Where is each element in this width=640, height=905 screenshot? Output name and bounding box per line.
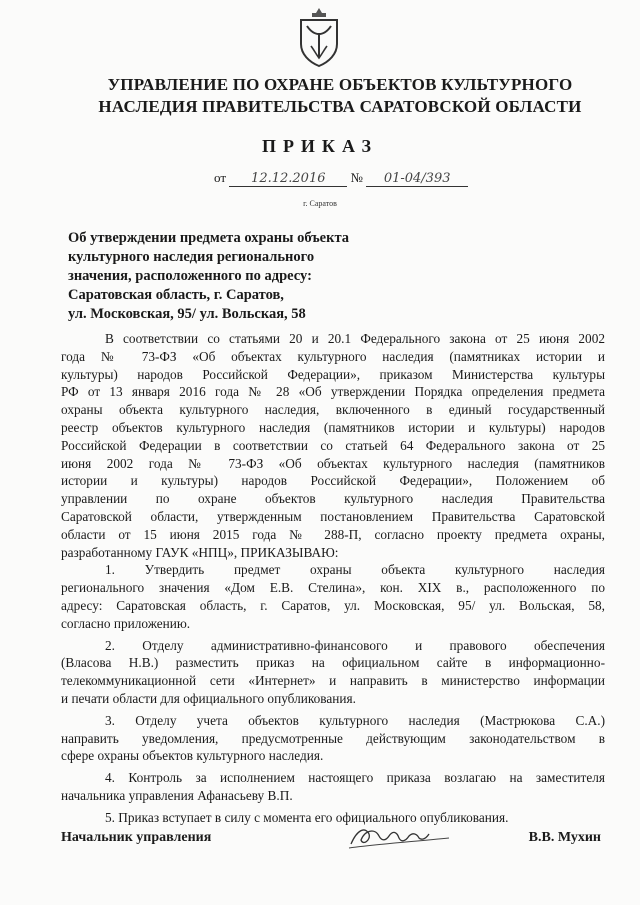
signatory-role: Начальник управления — [61, 830, 212, 845]
preamble-line: РФ от 13 января 2016 года № 28 «Об утверждении Порядка определения предмета — [61, 384, 605, 400]
item-1-line: согласно приложению. — [61, 615, 191, 631]
preamble-line: управлении по охране объектов культурного наследия Правительства — [61, 491, 605, 507]
item-1-line: адресу: Саратовская область, г. Саратов, ул. Московская, 95/ ул. Вольская, 58, — [61, 597, 605, 613]
subject-line: культурного наследия регионального — [68, 249, 315, 265]
organization-name — [40, 74, 640, 118]
preamble-line: Саратовской области, утвержденным постановлением Правительства Саратовской — [61, 508, 605, 524]
coat-of-arms-icon — [297, 6, 341, 68]
subject-line: Саратовская область, г. Саратов, — [68, 287, 284, 303]
preamble-line: истории и культуры) народов Российской Федерации», Положением об — [61, 473, 605, 489]
number-label: № — [350, 170, 363, 185]
signatory-name: В.В. Мухин — [528, 830, 601, 845]
item-3-line: 3. Отделу учета объектов культурного наследия (Мастрюкова С.А.) — [105, 712, 605, 728]
item-2-line: (Власова Н.В.) разместить приказ на официальном сайте в информационно- — [61, 655, 605, 671]
handwritten-signature-icon — [345, 818, 455, 858]
preamble-line: реестр объектов культурного наследия (памятников истории и культуры) народов — [61, 419, 605, 435]
signature-block — [61, 826, 601, 866]
item-1-line: регионального значения «Дом Е.В. Стелина», кон. XIX в., расположенного по — [61, 580, 605, 596]
preamble-line: разработанному ГАУК «НПЦ», ПРИКАЗЫВАЮ: — [61, 544, 339, 560]
preamble-line: года № 73-ФЗ «Об объектах культурного наследия (памятниках истории и — [61, 348, 605, 364]
organization-name-line-1: УПРАВЛЕНИЕ ПО ОХРАНЕ ОБЪЕКТОВ КУЛЬТУРНОГО — [107, 75, 573, 94]
organization-name-line-2: НАСЛЕДИЯ ПРАВИТЕЛЬСТВА САРАТОВСКОЙ ОБЛАСТИ — [98, 97, 582, 116]
city-label: г. Саратов — [303, 199, 337, 208]
order-date-handwritten: 12.12.2016 — [229, 171, 347, 187]
subject-line: Об утверждении предмета охраны объекта — [68, 230, 350, 246]
document-type-title: ПРИКАЗ — [261, 136, 379, 156]
item-2-line: телекоммуникационной сети «Интернет» и направить в министерство информации — [61, 673, 605, 689]
from-label: от — [214, 170, 227, 185]
order-number-handwritten: 01-04/393 — [366, 171, 468, 187]
item-3-line: направить уведомления, предусмотренные действующим законодательством в — [61, 730, 605, 746]
subject-line: значения, расположенного по адресу: — [68, 268, 312, 284]
preamble-line: охраны объекта культурного наследия, включенного в единый государственный — [61, 402, 605, 418]
item-3-line: сфере охраны объектов культурного наследия. — [61, 748, 324, 764]
order-body — [61, 330, 605, 827]
item-1-line: 1. Утвердить предмет охраны объекта культурного наследия — [105, 562, 605, 578]
order-subject — [68, 229, 398, 324]
preamble-line: В соответствии со статьями 20 и 20.1 Федерального закона от 25 июня 2002 — [105, 331, 605, 346]
item-4-line: 4. Контроль за исполнением настоящего приказа возлагаю на заместителя — [105, 770, 605, 786]
preamble-line: области от 15 июня 2015 года № 288-П, согласно проекту предмета охраны, — [61, 526, 605, 542]
preamble-line: культуры) народов Российской Федерации», приказом Министерства культуры — [61, 366, 605, 382]
subject-line: ул. Московская, 95/ ул. Вольская, 58 — [68, 306, 306, 322]
order-date-number-line — [214, 170, 468, 187]
preamble-line: Российской Федерации в соответствии со статьей 64 Федерального закона от 25 — [61, 437, 605, 453]
item-2-line: и печати области для официального опубликования. — [61, 690, 356, 706]
item-2-line: 2. Отделу административно-финансового и правового обеспечения — [105, 637, 605, 653]
item-4-line: начальника управления Афанасьеву В.П. — [61, 787, 293, 803]
item-5-line: 5. Приказ вступает в силу с момента его официального опубликования. — [105, 809, 509, 825]
preamble-line: июня 2002 года № 73-ФЗ «Об объектах культурного наследия (памятников — [61, 455, 605, 471]
